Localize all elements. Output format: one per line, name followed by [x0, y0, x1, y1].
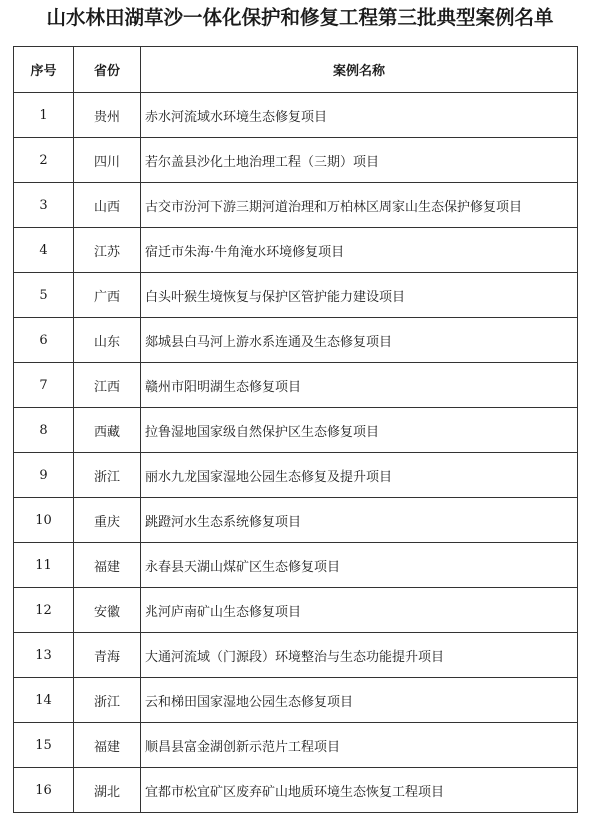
row-case-name: 白头叶猴生境恢复与保护区管护能力建设项目	[141, 273, 578, 318]
row-province: 福建	[74, 543, 141, 588]
row-number: 14	[14, 678, 74, 723]
row-number: 2	[14, 138, 74, 183]
row-case-name: 赣州市阳明湖生态修复项目	[141, 363, 578, 408]
table-row	[14, 768, 578, 813]
row-number: 9	[14, 453, 74, 498]
row-number: 3	[14, 183, 74, 228]
row-province: 四川	[74, 138, 141, 183]
row-province: 安徽	[74, 588, 141, 633]
table-row	[14, 138, 578, 183]
row-case-name: 宜都市松宜矿区废弃矿山地质环境生态恢复工程项目	[141, 768, 578, 813]
row-number: 13	[14, 633, 74, 678]
row-case-name: 宿迁市朱海·牛角淹水环境修复项目	[141, 228, 578, 273]
table-row	[14, 93, 578, 138]
row-number: 15	[14, 723, 74, 768]
case-list-table	[13, 46, 578, 813]
row-number: 16	[14, 768, 74, 813]
row-number: 5	[14, 273, 74, 318]
column-header-province: 省份	[74, 47, 141, 93]
row-province: 江西	[74, 363, 141, 408]
row-province: 重庆	[74, 498, 141, 543]
row-number: 11	[14, 543, 74, 588]
table-header-row	[14, 47, 578, 93]
row-province: 青海	[74, 633, 141, 678]
table-row	[14, 678, 578, 723]
table-row	[14, 498, 578, 543]
column-header-name: 案例名称	[141, 47, 578, 93]
row-number: 4	[14, 228, 74, 273]
row-case-name: 若尔盖县沙化土地治理工程（三期）项目	[141, 138, 578, 183]
row-province: 贵州	[74, 93, 141, 138]
row-case-name: 顺昌县富金湖创新示范片工程项目	[141, 723, 578, 768]
row-case-name: 古交市汾河下游三期河道治理和万柏林区周家山生态保护修复项目	[141, 183, 578, 228]
row-case-name: 永春县天湖山煤矿区生态修复项目	[141, 543, 578, 588]
row-province: 西藏	[74, 408, 141, 453]
row-province: 山东	[74, 318, 141, 363]
row-case-name: 跳蹬河水生态系统修复项目	[141, 498, 578, 543]
table-row	[14, 453, 578, 498]
row-province: 福建	[74, 723, 141, 768]
row-province: 广西	[74, 273, 141, 318]
row-case-name: 拉鲁湿地国家级自然保护区生态修复项目	[141, 408, 578, 453]
table-row	[14, 588, 578, 633]
table-row	[14, 633, 578, 678]
row-case-name: 丽水九龙国家湿地公园生态修复及提升项目	[141, 453, 578, 498]
table-row	[14, 273, 578, 318]
row-case-name: 郯城县白马河上游水系连通及生态修复项目	[141, 318, 578, 363]
row-number: 10	[14, 498, 74, 543]
row-province: 湖北	[74, 768, 141, 813]
row-province: 江苏	[74, 228, 141, 273]
row-number: 7	[14, 363, 74, 408]
table-row	[14, 183, 578, 228]
row-province: 浙江	[74, 678, 141, 723]
row-number: 1	[14, 93, 74, 138]
table-row	[14, 408, 578, 453]
row-case-name: 兆河庐南矿山生态修复项目	[141, 588, 578, 633]
row-number: 8	[14, 408, 74, 453]
table-row	[14, 318, 578, 363]
row-province: 浙江	[74, 453, 141, 498]
page-title: 山水林田湖草沙一体化保护和修复工程第三批典型案例名单	[46, 6, 554, 29]
table-row	[14, 723, 578, 768]
row-case-name: 云和梯田国家湿地公园生态修复项目	[141, 678, 578, 723]
row-number: 6	[14, 318, 74, 363]
table-row	[14, 543, 578, 588]
table-row	[14, 363, 578, 408]
row-case-name: 赤水河流域水环境生态修复项目	[141, 93, 578, 138]
table-row	[14, 228, 578, 273]
row-province: 山西	[74, 183, 141, 228]
row-case-name: 大通河流域（门源段）环境整治与生态功能提升项目	[141, 633, 578, 678]
column-header-no: 序号	[14, 47, 74, 93]
row-number: 12	[14, 588, 74, 633]
